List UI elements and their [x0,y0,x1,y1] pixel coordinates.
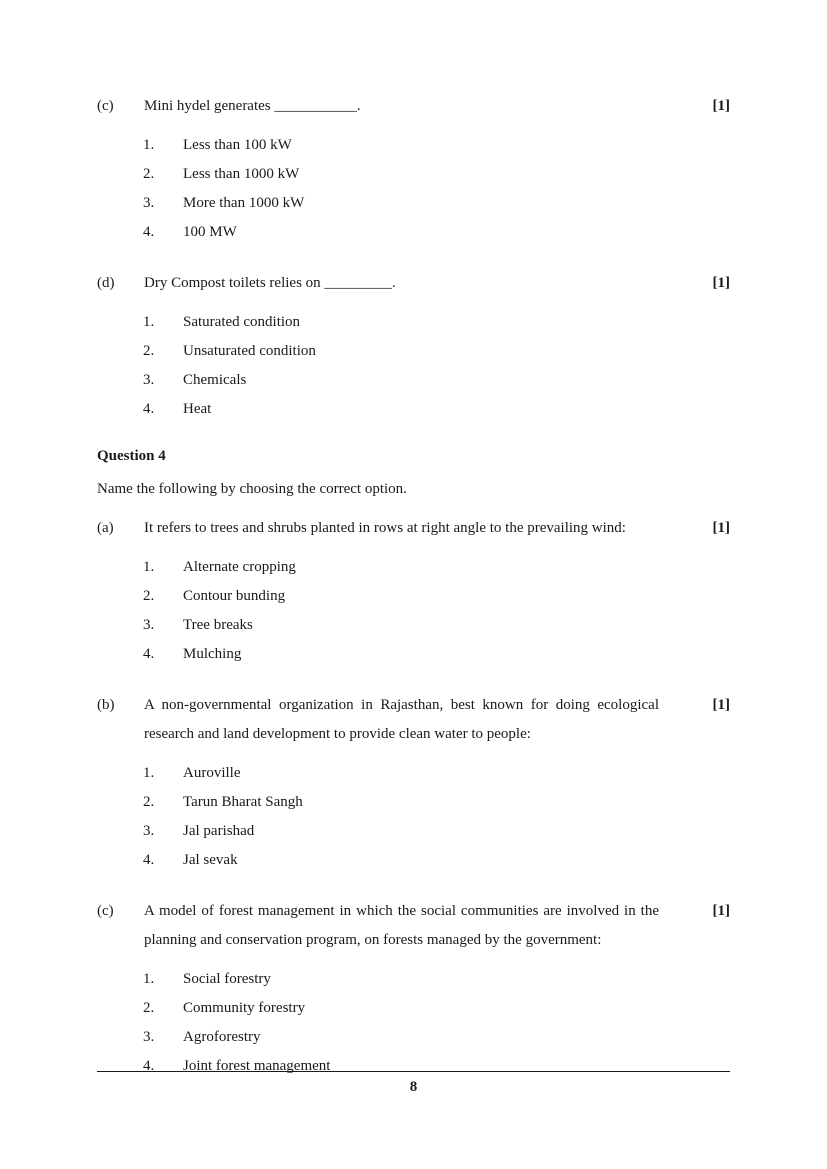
list-item[interactable] [97,366,730,395]
option-number: 2. [143,1000,155,1016]
option-label: Agroforestry [183,1029,261,1045]
option-number: 4. [143,646,155,662]
question-heading: Question 4 [97,448,166,464]
part-label: (a) [97,520,114,536]
list-item[interactable] [97,640,730,669]
marks-badge: [1] [712,520,730,536]
list-item[interactable] [97,611,730,640]
option-label: Contour bunding [183,588,286,604]
option-label: Less than 1000 kW [183,166,300,182]
part-label: (c) [97,903,114,919]
option-number: 3. [143,195,155,211]
part-header-row [97,691,730,749]
question-part-b-ngo-rajasthan [97,691,730,875]
spacer [97,298,730,308]
page-content [97,92,730,1081]
option-number: 1. [143,559,155,575]
option-label: Jal parishad [183,823,255,839]
part-label: (d) [97,275,115,291]
marks-badge: [1] [712,275,730,291]
marks-badge: [1] [712,697,730,713]
option-list [97,308,730,424]
list-item[interactable] [97,965,730,994]
part-question-text: A non-governmental organization in Rajasthan, best known for doing ecological research and land development to provide clean water to people: [144,697,659,742]
option-number: 1. [143,765,155,781]
option-number: 1. [143,137,155,153]
list-item[interactable] [97,788,730,817]
page-footer [97,1071,730,1097]
part-label: (b) [97,697,115,713]
list-item[interactable] [97,553,730,582]
list-item[interactable] [97,395,730,424]
option-label: Social forestry [183,971,271,987]
spacer [97,504,730,514]
option-label: Mulching [183,646,242,662]
option-label: Alternate cropping [183,559,296,575]
list-item[interactable] [97,337,730,366]
option-label: Heat [183,401,212,417]
marks-badge: [1] [712,903,730,919]
option-number: 1. [143,314,155,330]
option-label: Saturated condition [183,314,301,330]
option-label: Unsaturated condition [183,343,316,359]
marks-badge: [1] [712,98,730,114]
option-number: 2. [143,794,155,810]
option-number: 2. [143,588,155,604]
option-label: Auroville [183,765,241,781]
option-number: 3. [143,372,155,388]
part-question-text: It refers to trees and shrubs planted in rows at right angle to the prevailing wind: [144,520,626,536]
spacer [97,749,730,759]
option-label: Less than 100 kW [183,137,292,153]
option-number: 1. [143,971,155,987]
question-instruction: Name the following by choosing the correct option. [97,481,407,497]
option-number: 4. [143,1058,155,1074]
spacer [97,543,730,553]
question-part-a-windbreak [97,514,730,669]
spacer [97,121,730,131]
option-label: 100 MW [183,224,237,240]
part-header-row [97,92,730,121]
part-header-row [97,897,730,955]
part-header-row [97,514,730,543]
option-number: 3. [143,617,155,633]
spacer [97,875,730,897]
list-item[interactable] [97,994,730,1023]
spacer [97,247,730,269]
option-label: Tree breaks [183,617,253,633]
option-list [97,131,730,247]
question-part-d-dry-compost [97,269,730,424]
list-item[interactable] [97,759,730,788]
option-number: 2. [143,343,155,359]
part-question-text: Dry Compost toilets relies on _________. [144,275,396,291]
spacer [97,669,730,691]
option-list [97,553,730,669]
list-item[interactable] [97,308,730,337]
list-item[interactable] [97,582,730,611]
part-header-row [97,269,730,298]
option-number: 4. [143,852,155,868]
part-label: (c) [97,98,114,114]
list-item[interactable] [97,218,730,247]
part-question-text: Mini hydel generates ___________. [144,98,361,114]
list-item[interactable] [97,1023,730,1052]
option-label: Tarun Bharat Sangh [183,794,303,810]
option-label: Chemicals [183,372,247,388]
question-part-c-forest-management [97,897,730,1081]
question-4-block [97,442,730,504]
option-label: Jal sevak [183,852,238,868]
option-list [97,759,730,875]
page-number: 8 [409,1079,418,1095]
part-question-text: A model of forest management in which the social communities are involved in the planning and conservation program, on forests managed by the government: [144,903,659,948]
question-part-c-mini-hydel [97,92,730,247]
option-number: 2. [143,166,155,182]
option-number: 4. [143,401,155,417]
list-item[interactable] [97,131,730,160]
list-item[interactable] [97,846,730,875]
option-label: Community forestry [183,1000,306,1016]
list-item[interactable] [97,189,730,218]
spacer [97,424,730,442]
option-number: 3. [143,823,155,839]
option-number: 4. [143,224,155,240]
option-list [97,965,730,1081]
spacer [97,955,730,965]
option-label: More than 1000 kW [183,195,305,211]
option-number: 3. [143,1029,155,1045]
option-label: Joint forest management [183,1058,331,1074]
list-item[interactable] [97,817,730,846]
list-item[interactable] [97,160,730,189]
